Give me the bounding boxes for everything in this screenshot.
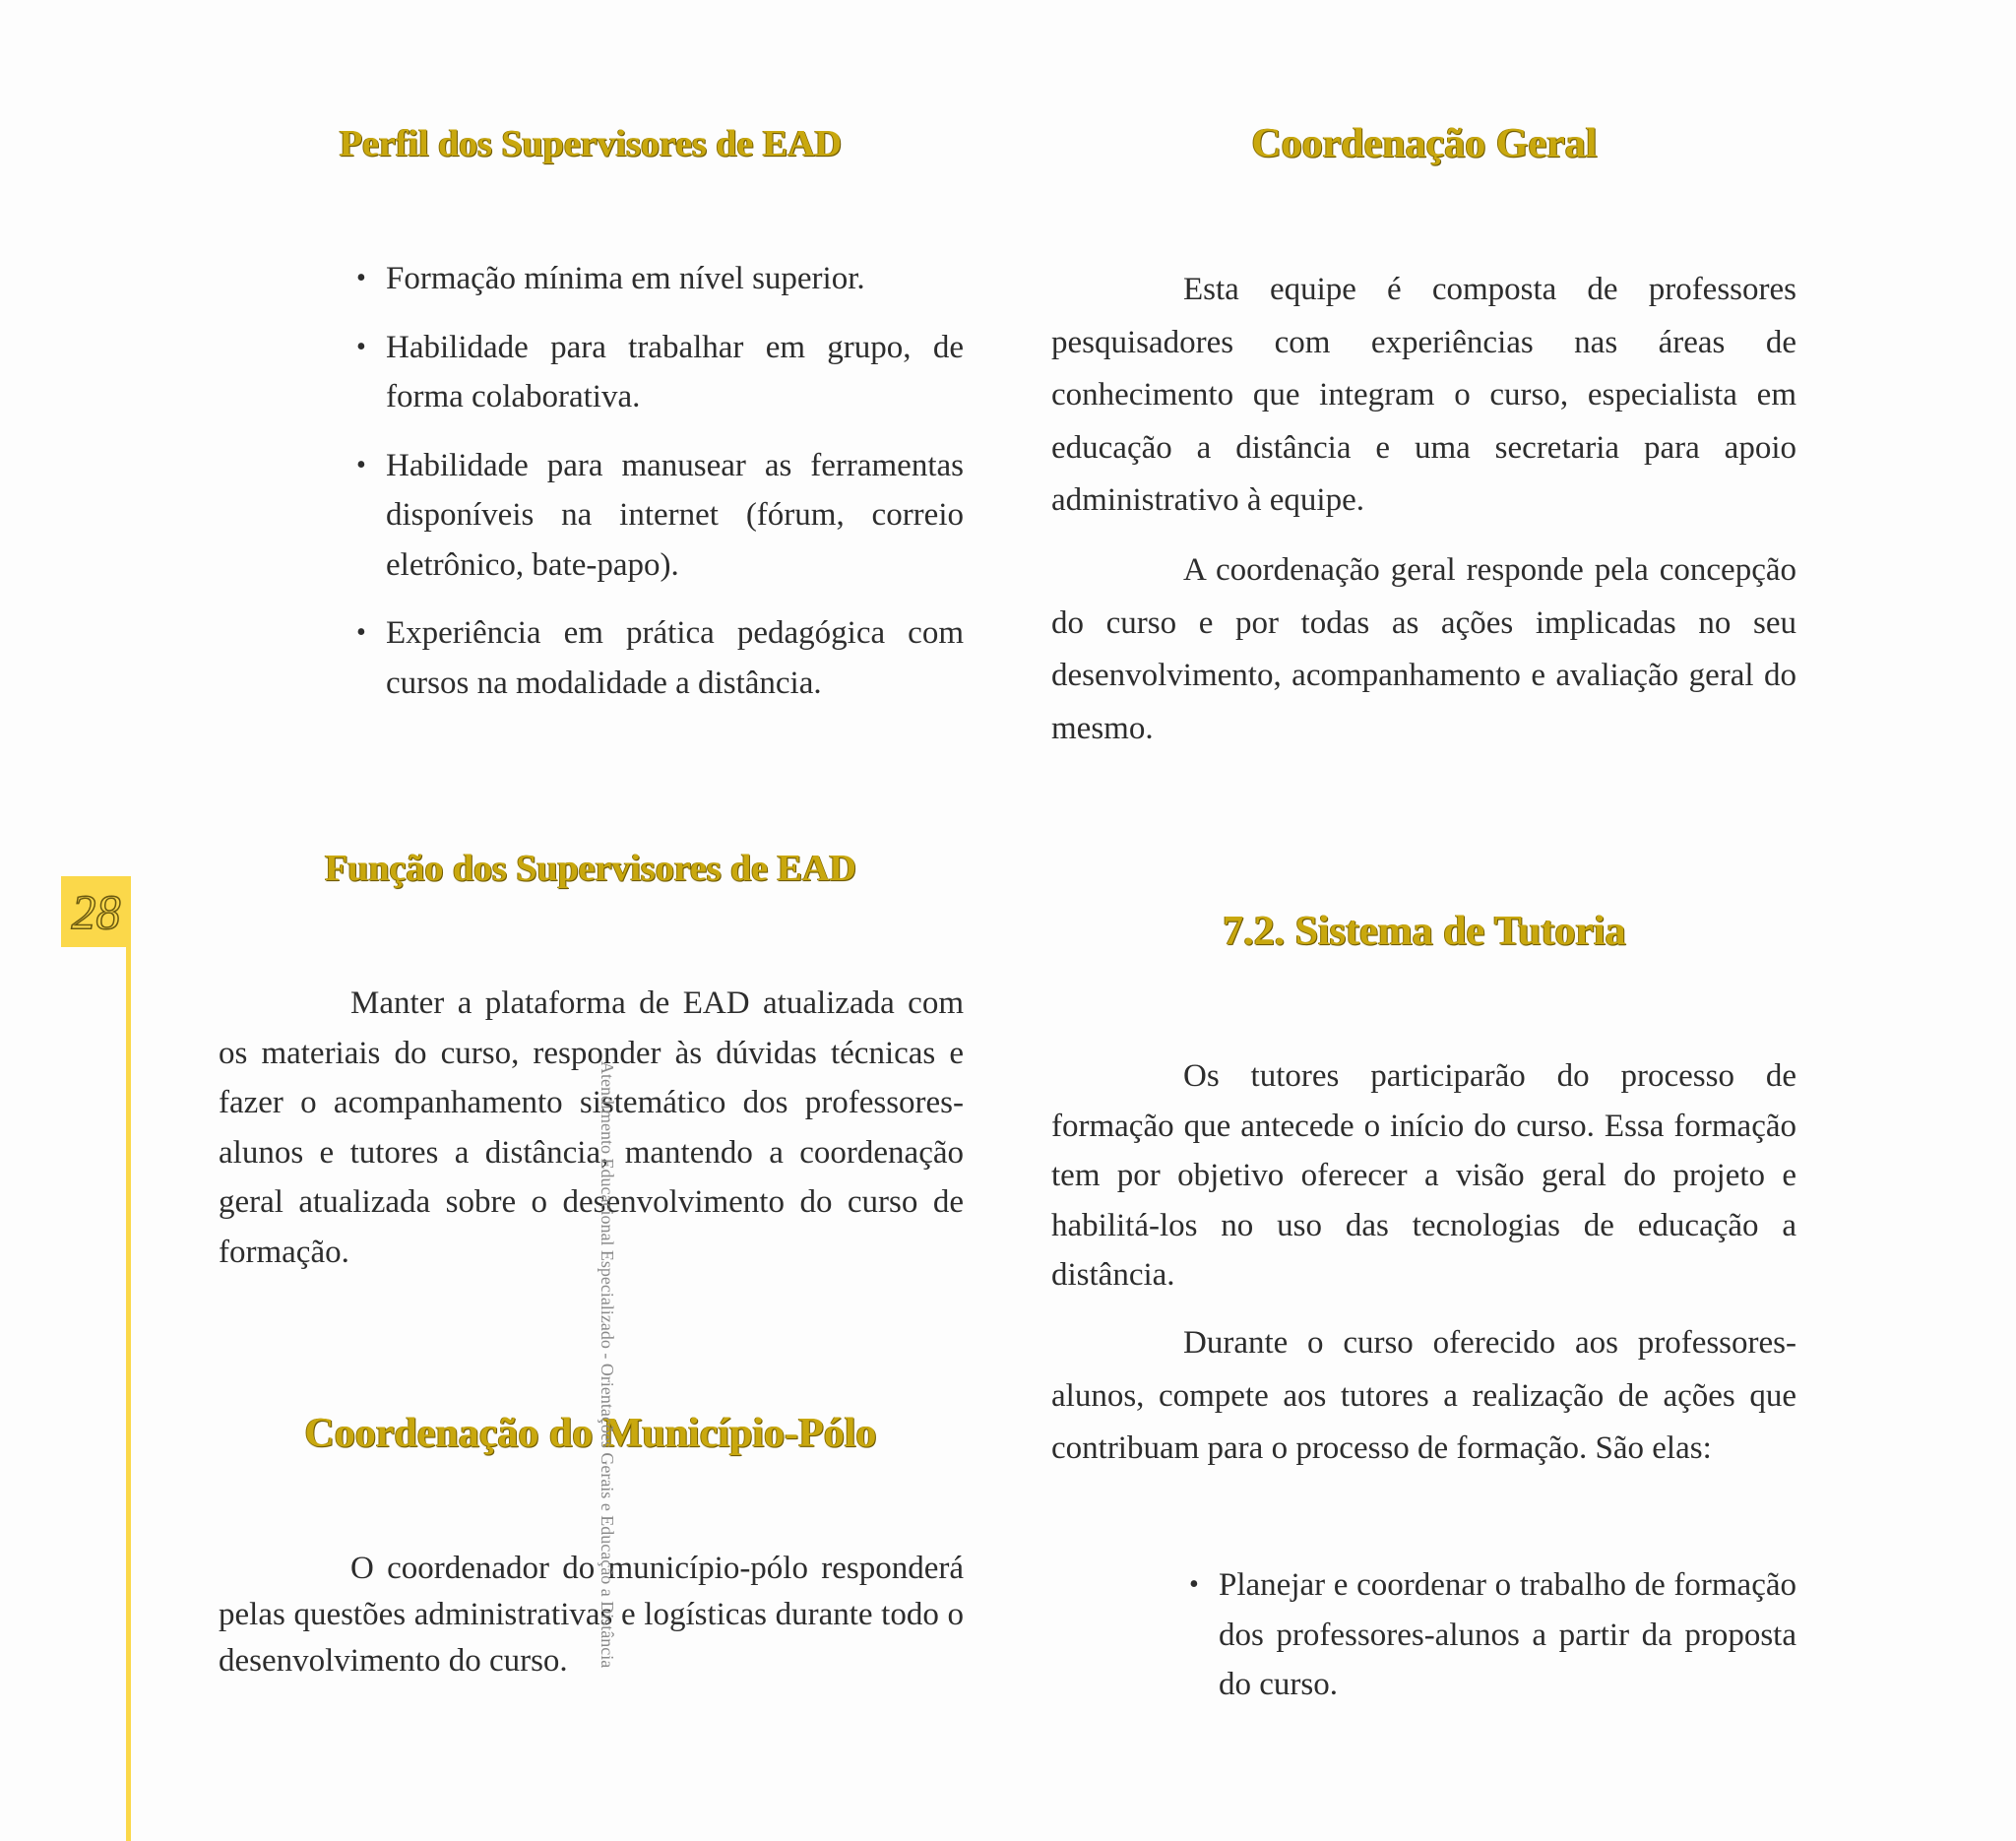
perfil-list — [356, 254, 964, 708]
geral-paragraph-1: Esta equipe é composta de professores pesquisadores com experiências nas áreas de conhecimento que integram o curso, especialista em educação a distância e uma secretaria para apoio administrativo à equipe. — [1051, 272, 1796, 518]
heading-sistema-tutoria: 7.2. Sistema de Tutoria — [1223, 909, 1626, 954]
tutoria-list — [1189, 1560, 1796, 1710]
heading-coordenacao-municipio: Coordenação do Município-Pólo — [304, 1411, 877, 1456]
list-item: • Habilidade para trabalhar em grupo, de forma colaborativa. — [356, 329, 964, 414]
heading-funcao-supervisores: Função dos Supervisores de EAD — [325, 848, 856, 889]
running-side-title: Atendimento Educacional Especializado - Orientações Gerais e Educação a Distância — [598, 1061, 617, 1669]
tutoria-paragraph-1: Os tutores participarão do processo de formação que antecede o início do curso. Essa formação tem por objetivo oferecer a visão geral do projeto e habilitá-los no uso das tecnologias de educação a distância. — [1051, 1058, 1796, 1293]
list-item: • Experiência em prática pedagógica com cursos na modalidade a distância. — [356, 615, 964, 701]
list-item: • Formação mínima em nível superior. — [356, 261, 865, 296]
funcao-paragraph: Manter a plataforma de EAD atualizada com os materiais do curso, responder às dúvidas técnicas e fazer o acompanhamento sistemático dos professores-alunos e tutores a distância, mantendo a coordenação geral atualizada sobre o desenvolvimento do curso de formação. — [219, 985, 964, 1270]
geral-paragraph-2: A coordenação geral responde pela concepção do curso e por todas as ações implicadas no seu desenvolvimento, acompanhamento e avaliação geral do mesmo. — [1051, 552, 1796, 746]
list-item: • Planejar e coordenar o trabalho de formação dos professores-alunos a partir da proposta do curso. — [1189, 1567, 1796, 1702]
page-number: 28 — [71, 884, 121, 939]
heading-perfil-supervisores: Perfil dos Supervisores de EAD — [339, 123, 843, 164]
list-item: • Habilidade para manusear as ferramentas disponíveis na internet (fórum, correio eletrônico, bate-papo). — [356, 447, 964, 583]
heading-coordenacao-geral: Coordenação Geral — [1251, 121, 1598, 166]
municipio-paragraph: O coordenador do município-pólo responderá pelas questões administrativas e logísticas durante todo o desenvolvimento do curso. — [219, 1551, 964, 1679]
tutoria-paragraph-2: Durante o curso oferecido aos professores-alunos, compete aos tutores a realização de ações que contribuam para o processo de formação. São elas: — [1051, 1325, 1796, 1466]
